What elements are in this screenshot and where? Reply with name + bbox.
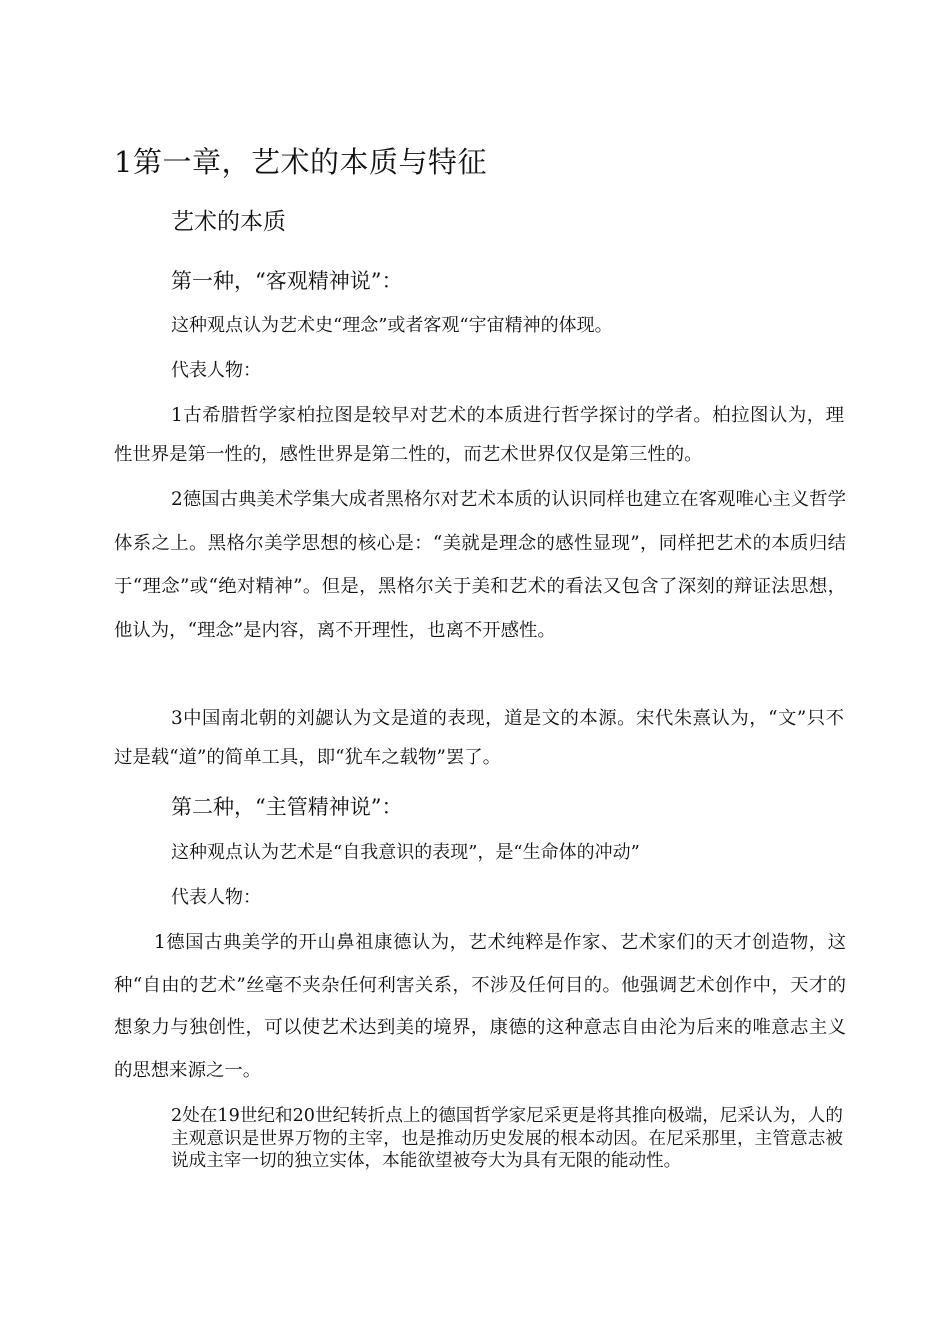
view2-heading: 第二种，“主管精神说”：	[171, 795, 403, 819]
view2-item-nietzsche: 2处在19世纪和20世纪转折点上的德国哲学家尼采更是将其推向极端，尼采认为，人的主观意识是世界万物的主宰，也是推动历史发展的根本动因。在尼采那里，主管意志被说成主宰一切的独立实体，本能欲望被夸大为具有无限的能动性。	[171, 1106, 843, 1171]
view1-item-plato: 1古希腊哲学家柏拉图是较早对艺术的本质进行哲学探讨的学者。柏拉图认为，理性世界是第一性的，感性世界是第二性的，而艺术世界仅仅是第三性的。	[114, 405, 844, 465]
view2-description: 这种观点认为艺术是“自我意识的表现”，是“生命体的冲动”	[171, 842, 640, 863]
view1-representatives-label: 代表人物：	[171, 360, 261, 381]
chapter-title: 1第一章，艺术的本质与特征	[114, 145, 487, 179]
view2-representatives-label: 代表人物：	[171, 887, 261, 908]
view2-item-kant: 1德国古典美学的开山鼻祖康德认为，艺术纯粹是作家、艺术家们的天才创造物，这种“自由的艺术”丝毫不夹杂任何利害关系，不涉及任何目的。他强调艺术创作中，天才的想象力与独创性，可以使艺术达到美的境界，康德的这种意志自由沦为后来的唯意志主义的思想来源之一。	[114, 932, 846, 1081]
view1-item-hegel: 2德国古典美术学集大成者黑格尔对艺术本质的认识同样也建立在客观唯心主义哲学体系之上。黑格尔美学思想的核心是：“美就是理念的感性显现”，同样把艺术的本质归结于“理念”或“绝对精神”。但是，黑格尔关于美和艺术的看法又包含了深刻的辩证法思想，他认为，“理念”是内容，离不开理性，也离不开感性。	[114, 489, 846, 641]
section-heading: 艺术的本质	[171, 209, 286, 235]
view1-heading: 第一种，“客观精神说”：	[171, 269, 403, 293]
view1-description: 这种观点认为艺术史“理念”或者客观“宇宙精神的体现。	[171, 315, 613, 336]
view1-item-liuxie: 3中国南北朝的刘勰认为文是道的表现，道是文的本源。宋代朱熹认为，“文”只不过是载“道”的简单工具，即“犹车之载物”罢了。	[114, 708, 844, 768]
